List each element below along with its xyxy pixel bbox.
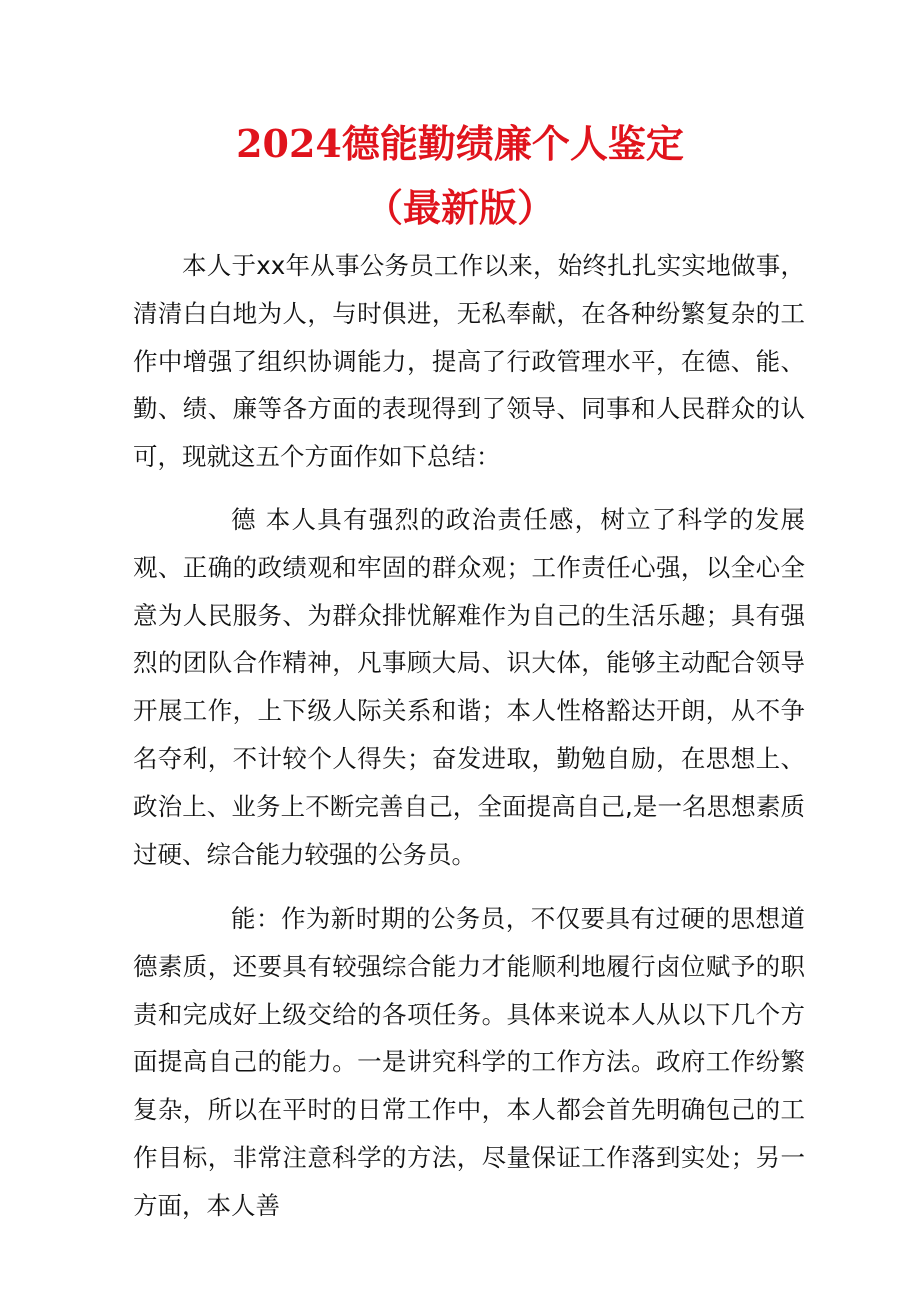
paragraph-intro: 本人于xx年从事公务员工作以来，始终扎扎实实地做事，清清白白地为人，与时俱进，无私奉献，在各种纷繁复杂的工作中增强了组织协调能力，提高了行政管理水平，在德、能、勤、绩、廉等各方面的表现得到了领导、同事和人民群众的认可，现就这五个方面作如下总结： bbox=[133, 251, 805, 472]
document-subtitle: （最新版） bbox=[364, 185, 555, 230]
paragraph-neng: 能：作为新时期的公务员，不仅要具有过硬的思想道德素质，还要具有较强综合能力才能顺利地履行卤位赋予的职责和完成好上级交给的各项任务。具体来说本人从以下几个方面提高自己的能力。一是讲究科学的工作方法。政府工作纷繁复杂，所以在平时的日常工作中，本人都会首先明确包己的工作目标，非常注意科学的方法，尽量保证工作落到实处；另一方面，本人善 bbox=[133, 904, 805, 1220]
paragraph-de: 德 本人具有强烈的政治责任感，树立了科学的发展观、正确的政绩观和牢固的群众观；工作责任心强，以全心全意为人民服务、为群众排忧解难作为自己的生活乐趣；具有强烈的团队合作精神，凡事顾大局、识大体，能够主动配合领导开展工作，上下级人际关系和谐；本人性格豁达开朗，从不争名夺利，不计较个人得失；奋发进取，勤勉自励，在思想上、政治上、业务上不断完善自己，全面提高自己,是一名思想素质过硬、综合能力较强的公务员。 bbox=[133, 505, 805, 869]
document-title: 2024德能勤绩廉个人鉴定 bbox=[236, 121, 684, 166]
